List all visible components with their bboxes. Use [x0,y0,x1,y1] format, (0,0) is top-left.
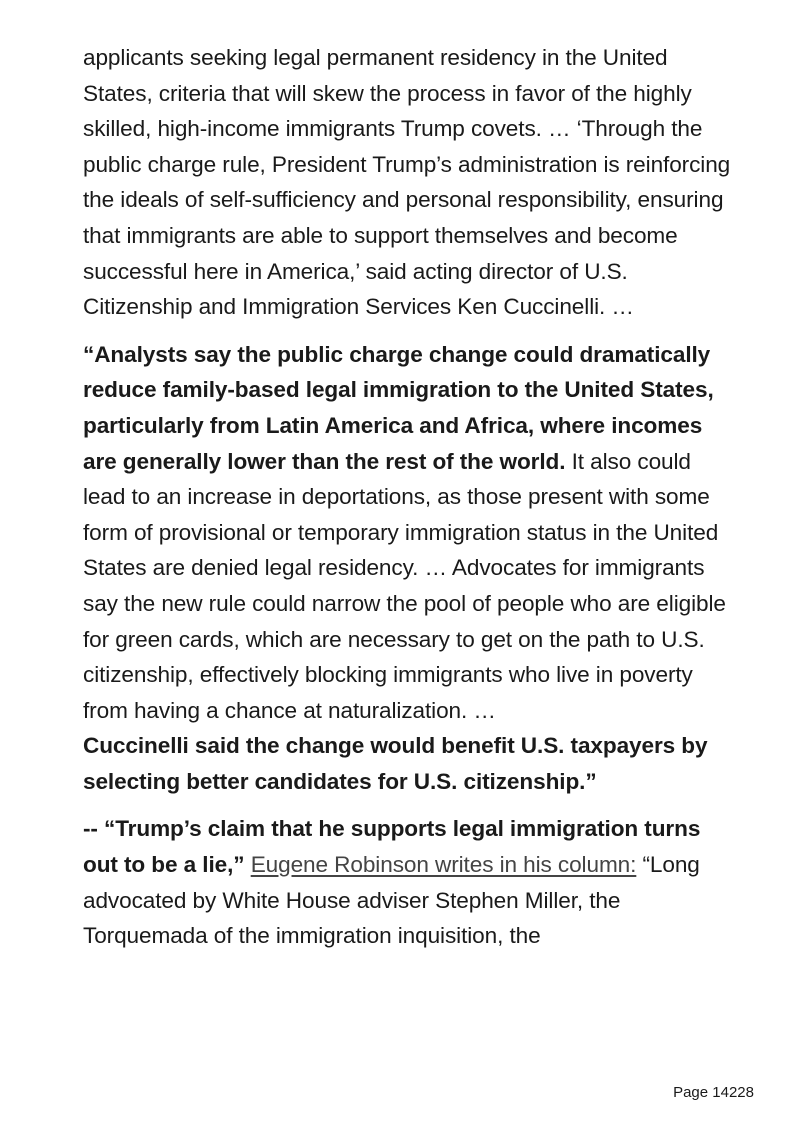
paragraph-analysts-quote [83,337,733,800]
paragraph-text: “Long advocated by White House adviser Stephen Miller, the Torquemada of the immigration inquisition, the [83,852,700,949]
paragraph-text: applicants seeking legal permanent residency in the United States, criteria that will skew the process in favor of the highly skilled, high-income immigrants Trump covets. … ‘Through the public charge rule, President Trump’s administration is reinforcing the ideals of self-sufficiency and personal responsibility, ensuring that immigrants are able to support themselves and become successful here in America,’ said acting director of U.S. Citizenship and Immigration Services Ken Cuccinelli. … [83,45,731,320]
robinson-column-link[interactable]: Eugene Robinson writes in his column: [250,852,637,878]
paragraph-text: It also could lead to an increase in deportations, as those present with some form of provisional or temporary immigration status in the United States are denied legal residency. … Advocates for immigrants say the new rule could narrow the pool of people who are eligible for green cards, which are necessary to get on the path to U.S. citizenship, effectively blocking immigrants who live in poverty from having a chance at naturalization. … [83,448,726,723]
paragraph-robinson-column [83,811,733,953]
bold-tail-text: Cuccinelli said the change would benefit U.S. taxpayers by selecting better candidates for U.S. citizenship.” [83,733,708,794]
page-number: Page 14228 [673,1084,754,1101]
bold-lead-text: “Analysts say the public charge change could dramatically reduce family-based legal immigration to the United States, particularly from Latin America and Africa, where incomes are generally lower than the rest of the world. [83,341,714,474]
document-body [83,40,733,966]
bold-lead-text: -- “Trump’s claim that he supports legal immigration turns out to be a lie,” [83,816,701,878]
paragraph-public-charge-rule [83,40,733,325]
